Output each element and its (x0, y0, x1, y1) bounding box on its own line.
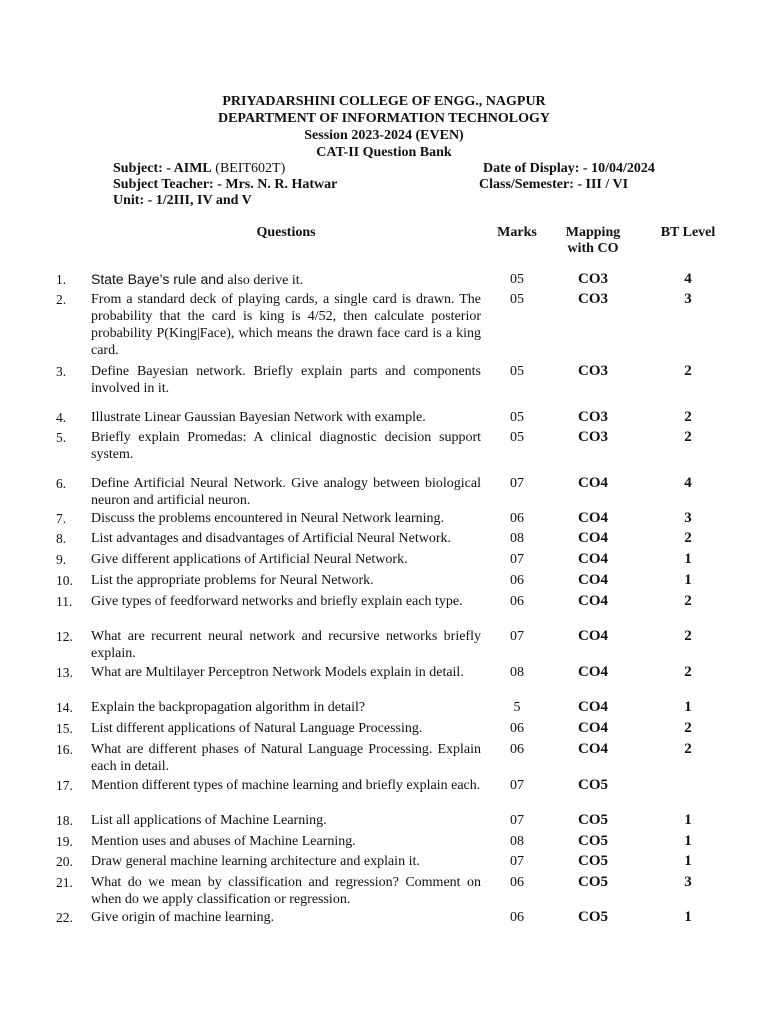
question-marks: 07 (510, 629, 524, 644)
question-text: Mention uses and abuses of Machine Learning. (91, 834, 356, 849)
question-marks: 08 (510, 665, 524, 680)
question-co: CO5 (578, 853, 608, 869)
subject-label: Subject: - AIML (113, 161, 212, 176)
question-co: CO4 (578, 572, 608, 588)
question-co: CO3 (578, 271, 608, 287)
question-text: What are recurrent neural network and recursive networks briefly explain. (91, 629, 481, 661)
column-header-questions: Questions (256, 225, 316, 240)
question-bt-level: 4 (684, 475, 692, 491)
question-bt-level: 2 (684, 409, 692, 425)
question-number: 22. (56, 910, 73, 925)
question-text: Discuss the problems encountered in Neural Network learning. (91, 511, 445, 526)
question-number: 12. (56, 629, 73, 644)
question-text: Explain the backpropagation algorithm in detail? (91, 700, 366, 715)
question-co: CO3 (578, 429, 608, 445)
date-of-display: Date of Display: - 10/04/2024 (483, 161, 655, 176)
question-text: Mention different types of machine learning and briefly explain each. (91, 778, 481, 793)
question-bt-level: 1 (684, 833, 692, 849)
question-bt-level: 3 (684, 510, 692, 526)
question-bt-level: 1 (684, 812, 692, 828)
question-number: 18. (56, 813, 73, 828)
question-bt-level: 2 (684, 664, 692, 680)
question-text: Give origin of machine learning. (91, 910, 275, 925)
question-text: Give types of feedforward networks and briefly explain each type. (91, 594, 463, 609)
question-text: Illustrate Linear Gaussian Bayesian Network with example. (91, 410, 426, 425)
question-bt-level: 3 (684, 291, 692, 307)
question-bt-level: 1 (684, 572, 692, 588)
department-name: DEPARTMENT OF INFORMATION TECHNOLOGY (217, 111, 551, 126)
question-marks: 07 (510, 778, 524, 793)
question-co: CO5 (578, 909, 608, 925)
column-header-mapping (553, 225, 633, 257)
question-text: Define Artificial Neural Network. Give analogy between biological neuron and artificial neuron. (91, 476, 481, 508)
question-number: 9. (56, 552, 67, 567)
question-marks: 05 (510, 272, 524, 287)
question-number: 4. (56, 410, 67, 425)
question-co: CO4 (578, 741, 608, 757)
question-number: 20. (56, 854, 73, 869)
question-marks: 5 (513, 700, 521, 715)
column-header-mapping-line1: Mapping (565, 225, 621, 240)
question-text: List different applications of Natural Language Processing. (91, 721, 423, 736)
question-text: List advantages and disadvantages of Artificial Neural Network. (91, 531, 451, 546)
question-text: Draw general machine learning architecture and explain it. (91, 854, 420, 869)
question-number: 21. (56, 875, 73, 890)
question-number: 19. (56, 834, 73, 849)
question-co: CO4 (578, 664, 608, 680)
question-marks: 06 (510, 742, 524, 757)
question-text: List the appropriate problems for Neural Network. (91, 573, 374, 588)
question-co: CO5 (578, 874, 608, 890)
question-marks: 05 (510, 292, 524, 307)
question-number: 17. (56, 778, 73, 793)
question-co: CO3 (578, 363, 608, 379)
question-marks: 06 (510, 910, 524, 925)
question-marks: 07 (510, 552, 524, 567)
unit-info: Unit: - 1/2III, IV and V (113, 193, 252, 208)
question-number: 13. (56, 665, 73, 680)
question-co: CO4 (578, 699, 608, 715)
question-number: 14. (56, 700, 73, 715)
question-co: CO5 (578, 833, 608, 849)
question-marks: 08 (510, 834, 524, 849)
question-marks: 06 (510, 511, 524, 526)
column-header-marks: Marks (497, 225, 537, 240)
question-co: CO4 (578, 720, 608, 736)
question-marks: 07 (510, 476, 524, 491)
question-co: CO4 (578, 530, 608, 546)
question-co: CO3 (578, 291, 608, 307)
question-number: 5. (56, 430, 67, 445)
question-number: 10. (56, 573, 73, 588)
question-marks: 07 (510, 813, 524, 828)
question-bt-level: 2 (684, 363, 692, 379)
question-text: Give different applications of Artificial Neural Network. (91, 552, 408, 567)
question-number: 16. (56, 742, 73, 757)
question-bt-level: 1 (684, 699, 692, 715)
document-title: CAT-II Question Bank (316, 145, 452, 160)
question-bt-level: 2 (684, 741, 692, 757)
question-number: 6. (56, 476, 67, 491)
question-number: 3. (56, 364, 67, 379)
question-text: List all applications of Machine Learning. (91, 813, 327, 828)
question-text: What are Multilayer Perceptron Network Models explain in detail. (91, 665, 464, 680)
question-marks: 06 (510, 875, 524, 890)
question-bt-level: 2 (684, 429, 692, 445)
question-bt-level: 1 (684, 853, 692, 869)
question-bt-level: 3 (684, 874, 692, 890)
subject-code: (BEIT602T) (211, 161, 286, 176)
question-co: CO4 (578, 475, 608, 491)
question-co: CO5 (578, 812, 608, 828)
question-text-rest: also derive it. (227, 273, 304, 288)
question-bt-level: 2 (684, 530, 692, 546)
question-marks: 07 (510, 854, 524, 869)
question-text: What do we mean by classification and regression? Comment on when do we apply classification or regression. (91, 875, 481, 907)
class-semester: Class/Semester: - III / VI (479, 177, 629, 192)
question-text (91, 271, 481, 289)
question-number: 2. (56, 292, 67, 307)
question-co: CO4 (578, 628, 608, 644)
subject-teacher: Subject Teacher: - Mrs. N. R. Hatwar (113, 177, 338, 192)
question-marks: 06 (510, 721, 524, 736)
question-co: CO3 (578, 409, 608, 425)
question-text: Define Bayesian network. Briefly explain parts and components involved in it. (91, 364, 481, 396)
question-co: CO4 (578, 551, 608, 567)
question-co: CO4 (578, 593, 608, 609)
question-number: 1. (56, 272, 67, 287)
question-co: CO4 (578, 510, 608, 526)
column-header-mapping-line2: with CO (567, 241, 619, 256)
question-marks: 05 (510, 410, 524, 425)
question-bt-level: 2 (684, 720, 692, 736)
question-number: 8. (56, 531, 67, 546)
question-marks: 05 (510, 430, 524, 445)
question-marks: 06 (510, 594, 524, 609)
session-label: Session 2023-2024 (EVEN) (304, 128, 464, 143)
question-bt-level: 2 (684, 628, 692, 644)
subject-info (113, 160, 285, 177)
question-bt-level: 2 (684, 593, 692, 609)
question-text: What are different phases of Natural Language Processing. Explain each in detail. (91, 742, 481, 774)
question-co: CO5 (578, 777, 608, 793)
question-marks: 05 (510, 364, 524, 379)
question-text-prefix: State Baye’s rule and (91, 271, 224, 287)
college-name: PRIYADARSHINI COLLEGE OF ENGG., NAGPUR (222, 94, 546, 109)
question-number: 7. (56, 511, 67, 526)
question-number: 11. (56, 594, 73, 609)
question-text: Briefly explain Promedas: A clinical diagnostic decision support system. (91, 430, 481, 462)
column-header-bt-level: BT Level (660, 225, 716, 240)
question-number: 15. (56, 721, 73, 736)
question-bt-level: 1 (684, 551, 692, 567)
question-bt-level: 4 (684, 271, 692, 287)
question-marks: 08 (510, 531, 524, 546)
question-text: From a standard deck of playing cards, a single card is drawn. The probability that the card is king is 4/52, then calculate posterior probability P(King|Face), which means the drawn face card is a king card. (91, 292, 481, 358)
question-marks: 06 (510, 573, 524, 588)
question-bt-level: 1 (684, 909, 692, 925)
